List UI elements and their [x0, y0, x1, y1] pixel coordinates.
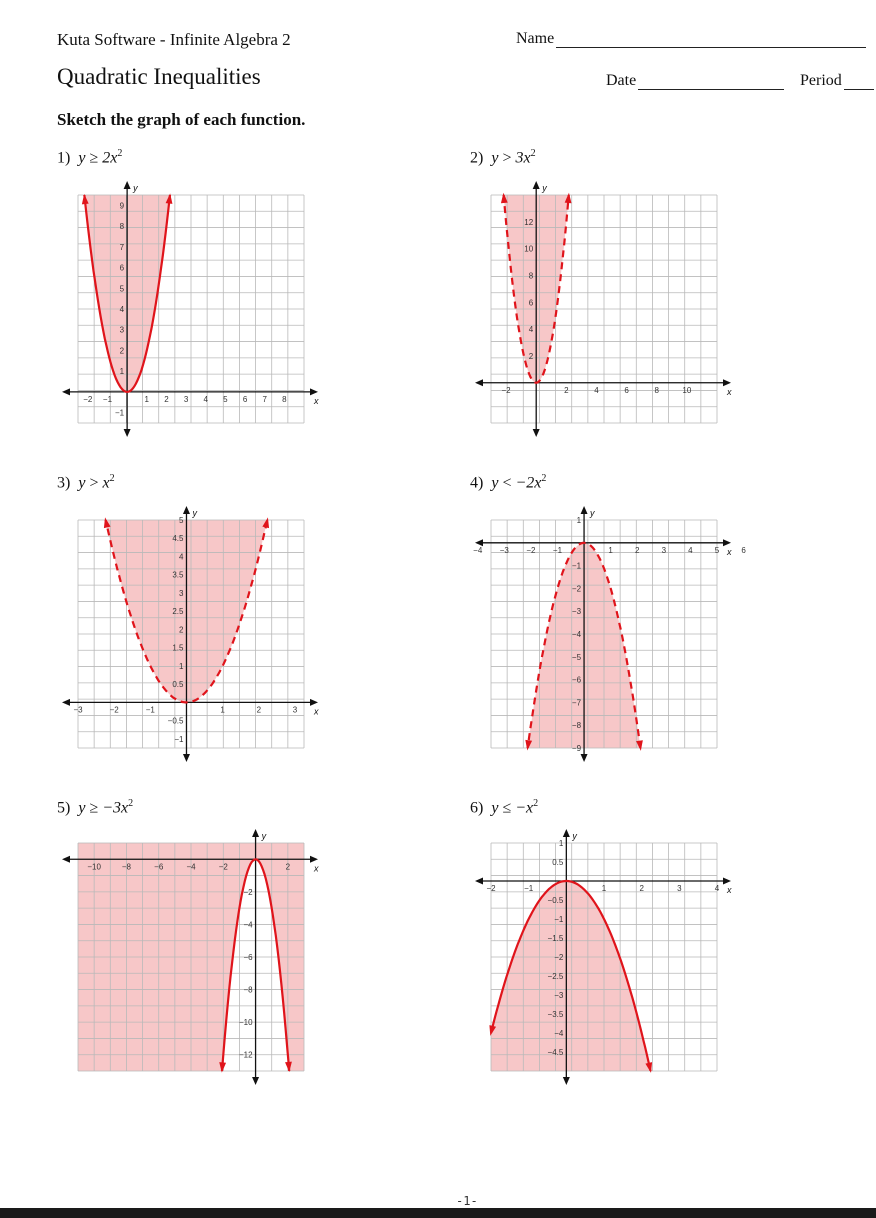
- y-tick-label: 9: [119, 201, 125, 211]
- y-tick-label: 1.5: [172, 643, 184, 653]
- x-tick-label: 5: [714, 545, 720, 555]
- y-tick-label: −9: [571, 744, 582, 753]
- x-axis-arrow-left: [62, 699, 70, 706]
- x-axis-arrow-left: [475, 379, 483, 386]
- y-tick-label: 12: [524, 217, 534, 227]
- x-tick-label: −1: [145, 705, 155, 715]
- y-axis-name: y: [133, 183, 138, 193]
- x-tick-label: −3: [73, 705, 83, 715]
- graph-2: [473, 180, 738, 435]
- instructions: Sketch the graph of each function.: [57, 110, 306, 129]
- y-tick-label: −12: [238, 1050, 253, 1060]
- y-tick-label: −10: [238, 1018, 253, 1028]
- x-tick-label: −2: [109, 705, 119, 715]
- x-tick-label: 2: [256, 705, 262, 715]
- graph-3: [60, 505, 325, 760]
- y-tick-label: −6: [243, 953, 253, 962]
- y-tick-label: −4: [243, 920, 253, 930]
- x-tick-label: 1: [144, 394, 150, 404]
- x-tick-label: −2: [526, 545, 536, 555]
- y-axis-arrow-up: [124, 181, 131, 189]
- x-axis-arrow-right: [310, 388, 318, 395]
- problem-6-label: 6) $y \le -x^2$: [470, 798, 539, 817]
- y-tick-label: −2: [571, 584, 582, 594]
- x-axis-arrow-left: [475, 878, 483, 885]
- x-tick-label: 3: [183, 394, 189, 404]
- y-tick-label: 2: [179, 625, 184, 635]
- y-tick-label: 1: [119, 367, 125, 377]
- y-tick-label: 3: [179, 588, 184, 598]
- name-field[interactable]: [516, 30, 866, 48]
- problem-1-label: 1) $y \ge 2x^2$: [57, 148, 123, 167]
- y-axis-arrow-up: [252, 829, 259, 837]
- x-tick-label: −8: [121, 862, 131, 872]
- x-axis-arrow-left: [62, 856, 70, 863]
- y-tick-label: 2: [528, 351, 534, 361]
- x-tick-label: 1: [608, 545, 613, 555]
- x-tick-label: 1: [601, 884, 607, 893]
- y-axis-arrow-down: [124, 429, 131, 437]
- y-tick-label: −8: [571, 721, 582, 731]
- x-tick-label: −2: [486, 884, 496, 893]
- x-tick-label: −1: [552, 545, 563, 555]
- y-tick-label: −1.5: [547, 934, 564, 943]
- y-axis-arrow-up: [581, 506, 588, 514]
- x-tick-label: −1: [102, 394, 113, 404]
- graph-4: [473, 505, 746, 760]
- y-axis-name: y: [261, 831, 267, 841]
- y-tick-label: −4: [571, 630, 582, 639]
- y-tick-label: −6: [571, 675, 582, 685]
- y-tick-label: 3: [119, 325, 125, 335]
- x-tick-label: −2: [218, 862, 228, 872]
- y-tick-label: −4: [554, 1029, 564, 1038]
- x-axis-name: x: [314, 395, 319, 406]
- x-axis-name: x: [314, 706, 319, 717]
- x-tick-label: −1: [524, 884, 534, 893]
- x-tick-label: 4: [714, 884, 720, 893]
- y-axis-name: y: [192, 508, 197, 518]
- y-axis-name: y: [542, 183, 547, 193]
- x-tick-label: 3: [292, 705, 298, 715]
- x-tick-label: 10: [682, 385, 692, 395]
- y-axis-arrow-up: [183, 506, 190, 514]
- x-axis-arrow-right: [310, 856, 318, 863]
- x-tick-label: 3: [661, 545, 667, 555]
- x-tick-label: 5: [223, 394, 228, 404]
- y-tick-label: −2: [243, 887, 253, 897]
- x-tick-label: 2: [639, 884, 644, 893]
- x-tick-label: 6: [624, 385, 629, 395]
- y-tick-label: −8: [243, 985, 253, 995]
- graph-5: [60, 828, 325, 1083]
- x-tick-label: 4: [688, 545, 693, 555]
- y-tick-label: −1: [571, 561, 582, 571]
- y-tick-label: −2.5: [547, 972, 564, 981]
- y-tick-label: −3.5: [547, 1010, 564, 1019]
- x-tick-label: 4: [594, 385, 599, 395]
- x-tick-label: 2: [164, 394, 169, 404]
- x-tick-label: −4: [473, 545, 483, 555]
- grid: [491, 520, 717, 748]
- x-tick-label: −10: [87, 862, 101, 872]
- x-tick-label: 2: [564, 385, 569, 395]
- x-tick-label: 8: [282, 394, 287, 404]
- x-axis-name: x: [727, 546, 732, 557]
- x-tick-label: 4: [203, 394, 208, 404]
- x-axis-name: x: [314, 863, 319, 874]
- x-tick-label: −6: [154, 862, 164, 872]
- software-name: Kuta Software - Infinite Algebra 2: [57, 30, 291, 49]
- x-tick-label: 3: [677, 884, 682, 893]
- y-tick-label: 6: [528, 298, 534, 308]
- y-axis-arrow-up: [533, 181, 540, 189]
- x-tick-label: −2: [501, 385, 511, 395]
- y-tick-label: −1: [115, 408, 125, 418]
- x-axis-arrow-right: [310, 699, 318, 706]
- x-tick-label: 2: [285, 862, 291, 872]
- y-tick-label: 2.5: [172, 607, 184, 617]
- y-tick-label: 0.5: [172, 680, 184, 690]
- graph-6: [473, 828, 738, 1083]
- x-tick-label: 2: [635, 545, 640, 555]
- x-tick-label: 6: [741, 545, 746, 555]
- problem-2-label: 2) $y > 3x^2$: [470, 148, 536, 167]
- date-label: Date: [606, 72, 637, 89]
- period-label: Period: [800, 72, 842, 89]
- y-axis-arrow-down: [581, 754, 588, 762]
- y-tick-label: −1: [554, 915, 564, 924]
- y-tick-label: 8: [528, 271, 534, 281]
- y-tick-label: −5: [571, 652, 582, 662]
- y-tick-label: −2: [554, 953, 564, 962]
- y-tick-label: 7: [119, 242, 125, 252]
- y-tick-label: −0.5: [547, 896, 564, 905]
- bottom-bar: [0, 1208, 876, 1218]
- worksheet-title: Quadratic Inequalities: [57, 64, 261, 89]
- y-tick-label: 0.5: [552, 858, 564, 867]
- y-axis-name: y: [572, 831, 577, 841]
- y-tick-label: 8: [119, 222, 125, 232]
- x-axis-arrow-right: [723, 878, 731, 885]
- x-axis-arrow-right: [723, 539, 731, 546]
- x-axis-name: x: [727, 386, 732, 397]
- date-field[interactable]: [606, 72, 784, 90]
- y-axis-arrow-down: [533, 429, 540, 437]
- y-tick-label: 3.5: [172, 570, 184, 580]
- y-axis-arrow-down: [563, 1077, 570, 1085]
- x-tick-label: 1: [220, 705, 225, 715]
- y-tick-label: −3: [554, 991, 564, 1000]
- period-field[interactable]: [800, 72, 874, 90]
- y-tick-label: 4: [119, 305, 125, 314]
- y-tick-label: −7: [571, 698, 582, 708]
- y-tick-label: 5: [119, 284, 125, 294]
- x-axis-arrow-left: [62, 388, 70, 395]
- y-tick-label: 1: [179, 661, 184, 671]
- y-tick-label: −3: [571, 607, 582, 617]
- x-tick-label: −4: [186, 862, 196, 872]
- y-axis-arrow-up: [563, 829, 570, 837]
- problem-5-label: 5) $y \ge -3x^2$: [57, 798, 134, 817]
- y-tick-label: −4.5: [547, 1048, 564, 1057]
- page-number: -1-: [456, 1194, 478, 1208]
- y-tick-label: 10: [524, 244, 534, 254]
- problem-3-label: 3) $y > x^2$: [57, 473, 115, 492]
- x-axis-arrow-right: [723, 379, 731, 386]
- y-tick-label: −0.5: [167, 716, 184, 726]
- y-tick-label: 4.5: [172, 534, 184, 544]
- y-tick-label: 2: [119, 346, 125, 356]
- x-tick-label: −3: [499, 545, 509, 555]
- y-tick-label: 1: [576, 516, 582, 525]
- y-tick-label: −1: [174, 734, 184, 744]
- x-axis-name: x: [727, 885, 732, 895]
- name-label: Name: [516, 30, 555, 47]
- y-axis-arrow-down: [183, 754, 190, 762]
- x-tick-label: 6: [242, 394, 248, 404]
- y-axis-name: y: [590, 508, 595, 518]
- x-tick-label: 7: [262, 394, 267, 404]
- y-tick-label: 6: [119, 263, 125, 273]
- y-tick-label: 4: [179, 552, 184, 562]
- y-axis-arrow-down: [252, 1077, 259, 1085]
- y-tick-label: 5: [179, 516, 184, 525]
- y-tick-label: 1: [558, 839, 564, 848]
- problem-4-label: 4) $y < -2x^2$: [470, 473, 547, 492]
- x-tick-label: −2: [83, 394, 93, 404]
- y-tick-label: 4: [528, 325, 534, 335]
- x-tick-label: 8: [654, 385, 659, 395]
- graph-1: [60, 180, 325, 435]
